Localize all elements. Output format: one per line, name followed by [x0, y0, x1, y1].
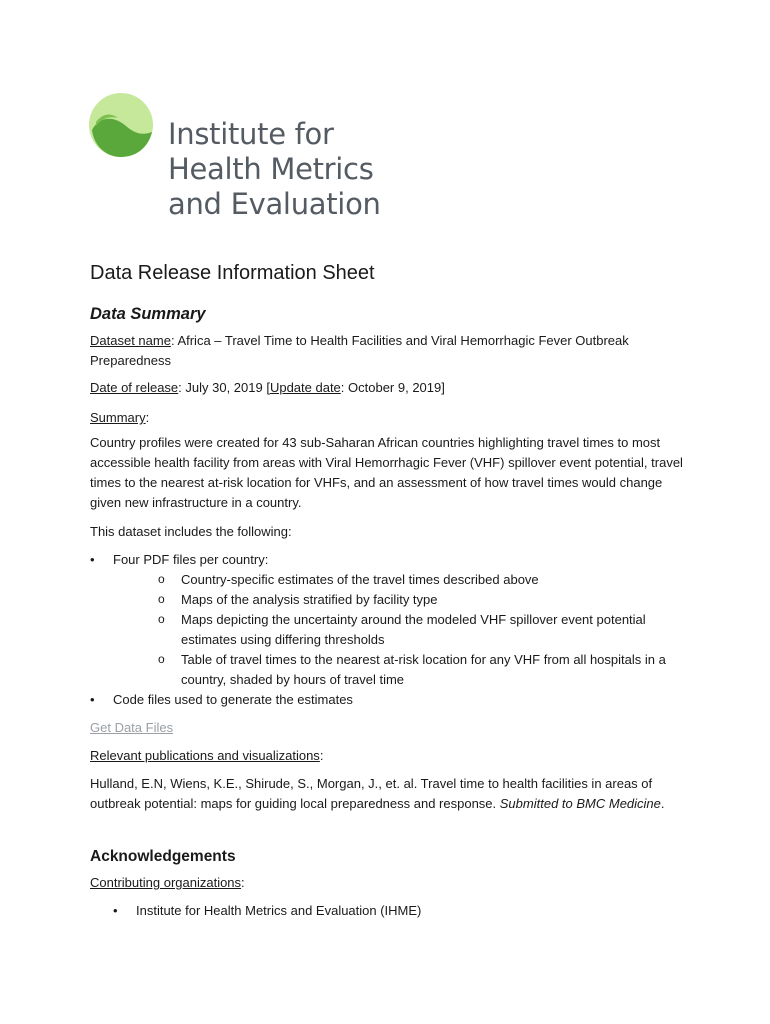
- dataset-name-label: Dataset name: [90, 333, 171, 348]
- release-date-value: : July 30, 2019 [: [178, 380, 270, 395]
- publications-colon: :: [319, 748, 324, 763]
- list-item: [90, 550, 690, 690]
- list-item: • Institute for Health Metrics and Evaluation (IHME): [113, 901, 673, 921]
- summary-paragraph: Country profiles were created for 43 sub-Saharan African countries highlighting travel times to most accessible health facility from areas with Viral Hemorrhagic Fever (VHF) spillover event potential, travel times to the nearest at-risk location for VHFs, and an assessment of how travel times would change given new infrastructure in a country.: [90, 435, 683, 510]
- dataset-name-line: [90, 331, 690, 371]
- summary-line: [90, 408, 690, 428]
- list-item: o Maps depicting the uncertainty around the modeled VHF spillover event potential estimates using differing thresholds: [158, 610, 690, 650]
- orgs-colon: :: [241, 875, 245, 890]
- logo-line-1: Institute for: [168, 117, 334, 151]
- citation-journal: Submitted to BMC Medicine: [499, 796, 661, 811]
- list-item: o Maps of the analysis stratified by facility type: [158, 590, 690, 610]
- acknowledgements-heading: Acknowledgements: [90, 848, 236, 865]
- list-item: [90, 690, 690, 710]
- orgs-label: Contributing organizations: [90, 875, 242, 890]
- includes-list: [90, 550, 690, 710]
- publications-line: [90, 746, 690, 766]
- ihme-logo-icon: [88, 92, 154, 158]
- orgs-line: [90, 873, 690, 893]
- citation-paragraph: [90, 774, 690, 814]
- data-summary-heading: Data Summary: [90, 305, 206, 323]
- list-item: o Country-specific estimates of the travel times described above: [158, 570, 690, 590]
- logo-line-2: Health Metrics: [168, 152, 374, 186]
- release-date-line: [90, 378, 690, 398]
- update-date-label: Update date: [269, 380, 341, 395]
- publications-label: Relevant publications and visualizations: [90, 748, 320, 763]
- orgs-list: [113, 901, 673, 921]
- dataset-name-value: : Africa – Travel Time to Health Facilities and Viral Hemorrhagic Fever Outbreak Preparedness: [90, 333, 629, 368]
- bullet-pdf-files: Four PDF files per country:: [113, 552, 269, 567]
- summary-colon: :: [145, 410, 150, 425]
- summary-label: Summary: [90, 410, 146, 425]
- bullet-code-files: Code files used to generate the estimates: [113, 692, 353, 707]
- includes-text: This dataset includes the following:: [90, 524, 292, 539]
- citation-text: Hulland, E.N, Wiens, K.E., Shirude, S., Morgan, J., et. al. Travel time to health facilities in areas of outbreak potential: maps for guiding local preparedness and response.: [90, 776, 653, 811]
- sheet-title: Data Release Information Sheet: [90, 262, 375, 284]
- logo-wordmark: [168, 117, 381, 222]
- get-data-files-line: [90, 718, 690, 738]
- citation-end: .: [660, 796, 665, 811]
- logo-line-3: and Evaluation: [168, 187, 381, 221]
- list-item: o Table of travel times to the nearest at-risk location for any VHF from all hospitals in a country, shaded by hours of travel time: [158, 650, 690, 690]
- update-date-value: : October 9, 2019]: [340, 380, 445, 395]
- release-date-label: Date of release: [90, 380, 179, 395]
- get-data-files-link[interactable]: Get Data Files: [90, 720, 174, 735]
